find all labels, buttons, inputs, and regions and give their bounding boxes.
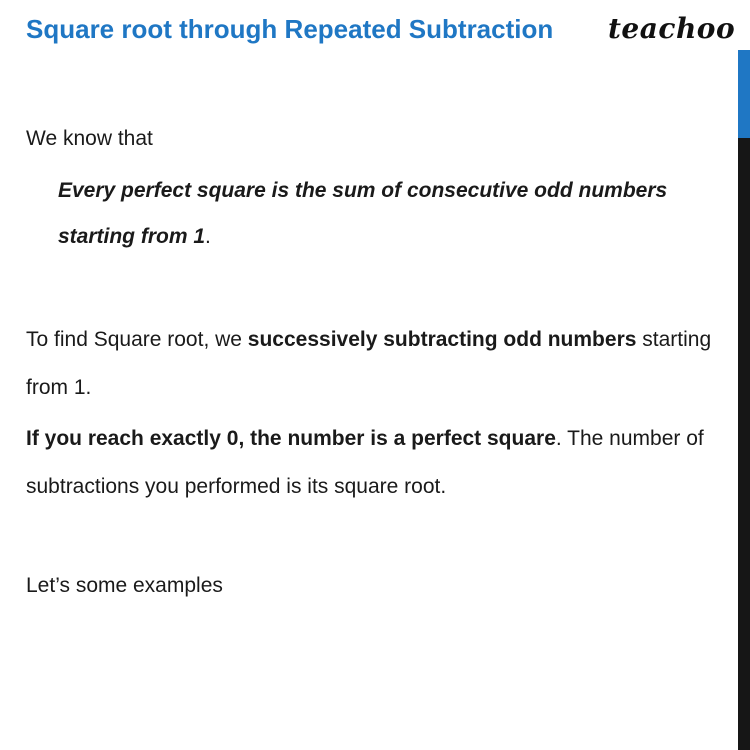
intro-text: We know that <box>26 127 153 150</box>
scrollbar-track[interactable] <box>738 138 750 750</box>
method-tail: starting from 1. <box>26 328 712 399</box>
scrollbar-thumb[interactable] <box>738 50 750 138</box>
fact-statement <box>58 168 718 260</box>
fact-end: . <box>205 225 211 248</box>
page-title: Square root through Repeated Subtraction <box>26 14 554 44</box>
rule-emphasis: If you reach exactly 0, the number is a perfect square <box>26 427 556 450</box>
method-paragraph <box>26 316 726 412</box>
method-lead: To find Square root, we <box>26 328 248 351</box>
rule-tail: . The number of subtractions you performed is its square root. <box>26 427 704 498</box>
fact-emphasis: Every perfect square is the sum of consecutive odd numbers starting from 1 <box>58 179 668 248</box>
outro-text: Let’s some examples <box>26 574 223 597</box>
method-emphasis: successively subtracting odd numbers <box>247 328 637 351</box>
teachoo-logo: teachoo <box>608 12 736 45</box>
rule-paragraph <box>26 415 726 511</box>
